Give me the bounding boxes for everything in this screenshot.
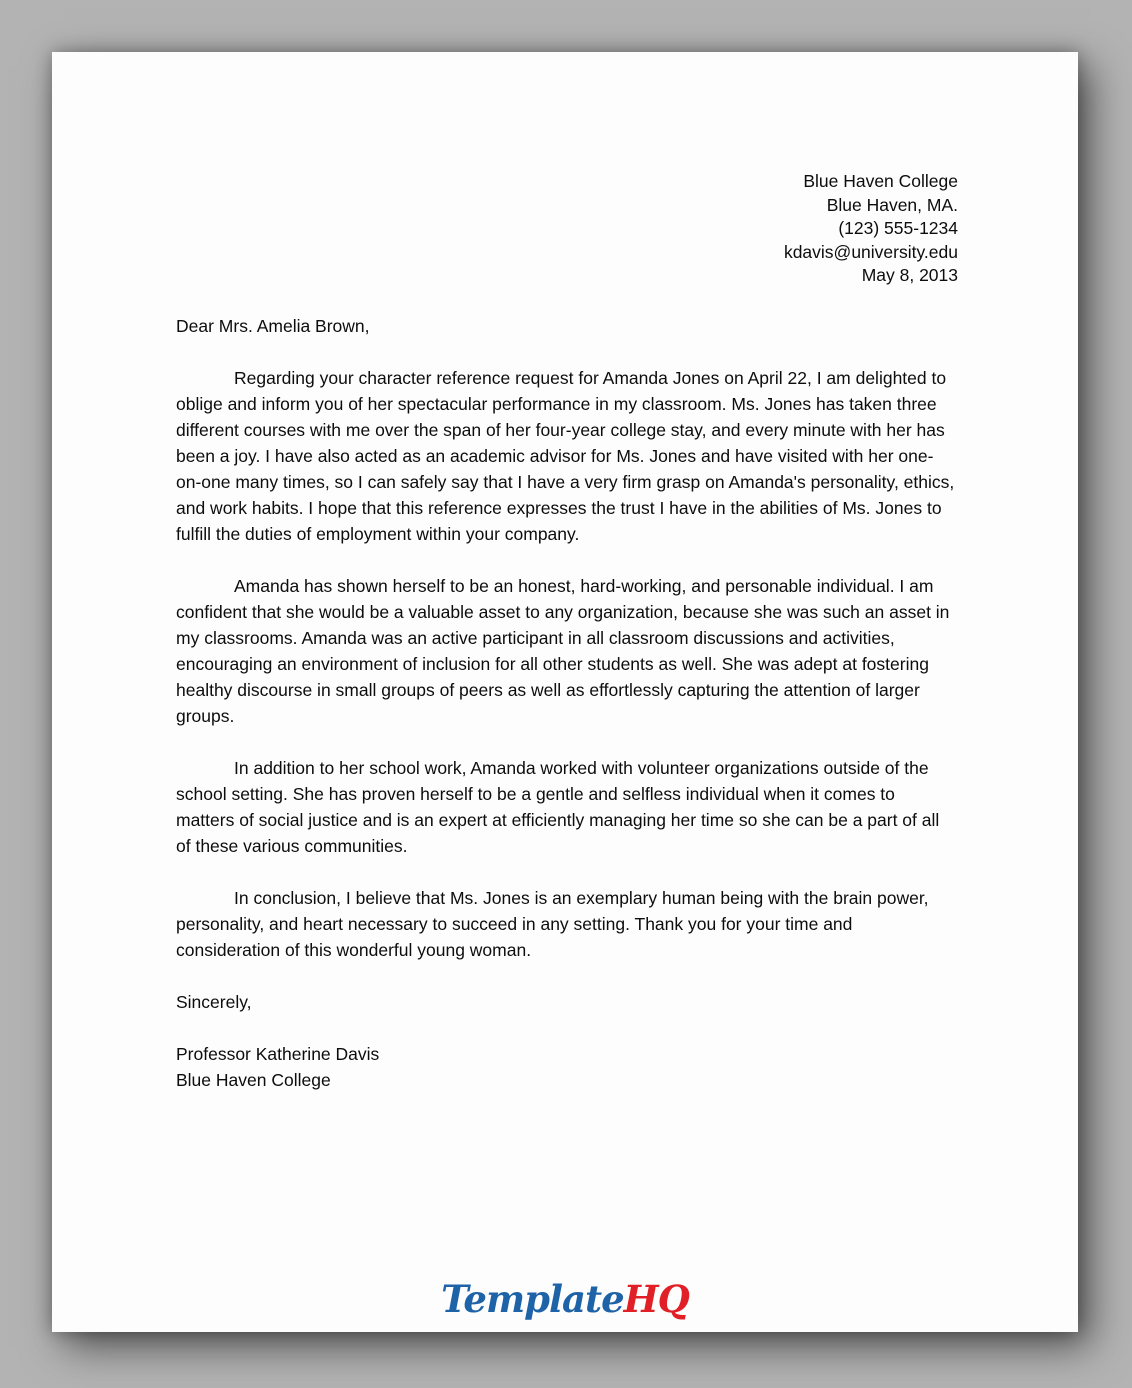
body-paragraph-3: In addition to her school work, Amanda worked with volunteer organizations outside of the school setting. She has proven herself to be a gentle and selfless individual when it comes to matters of social justice and is an expert at efficiently managing her time so she can be a part of all of these various communities. bbox=[176, 757, 940, 856]
sender-location: Blue Haven, MA. bbox=[826, 194, 958, 215]
body-paragraph-4: In conclusion, I believe that Ms. Jones is an exemplary human being with the brain power, personality, and heart necessary to succeed in any setting. Thank you for your time and consideration of this wonderful young woman. bbox=[176, 887, 929, 960]
templatehq-logo bbox=[52, 1276, 1078, 1322]
letter-page bbox=[52, 52, 1078, 1332]
signature-block bbox=[176, 1041, 958, 1093]
body-paragraph-2: Amanda has shown herself to be an honest, hard-working, and personable individual. I am confident that she would be a valuable asset to any organization, because she was such an asset in my classrooms. Amanda was an active participant in all classroom discussions and activities, encouraging an environment of inclusion for all other students as well. She was adept at fostering healthy discourse in small groups of peers as well as effortlessly capturing the attention of larger groups. bbox=[176, 575, 950, 726]
signature-organization: Blue Haven College bbox=[176, 1069, 331, 1090]
letter-content bbox=[176, 170, 958, 1093]
closing: Sincerely, bbox=[176, 991, 252, 1012]
logo-text-secondary: HQ bbox=[623, 1277, 689, 1321]
body-paragraph-1: Regarding your character reference request for Amanda Jones on April 22, I am delighted to oblige and inform you of her spectacular performance in my classroom. Ms. Jones has taken three different courses with me over the span of her four-year college stay, and every minute with her has been a joy. I have also acted as an academic advisor for Ms. Jones and have visited with her one-on-one many times, so I can safely say that I have a very firm grasp on Amanda's personality, ethics, and work habits. I hope that this reference expresses the trust I have in the abilities of Ms. Jones to fulfill the duties of employment within your company. bbox=[176, 367, 955, 544]
sender-phone: (123) 555-1234 bbox=[838, 218, 958, 238]
salutation: Dear Mrs. Amelia Brown, bbox=[176, 315, 370, 336]
sender-email: kdavis@university.edu bbox=[783, 241, 958, 262]
sender-block bbox=[176, 170, 958, 288]
sender-organization: Blue Haven College bbox=[803, 171, 958, 191]
logo-text-primary: Template bbox=[441, 1277, 624, 1321]
letter-date: May 8, 2013 bbox=[861, 265, 958, 285]
signature-name: Professor Katherine Davis bbox=[176, 1043, 380, 1064]
